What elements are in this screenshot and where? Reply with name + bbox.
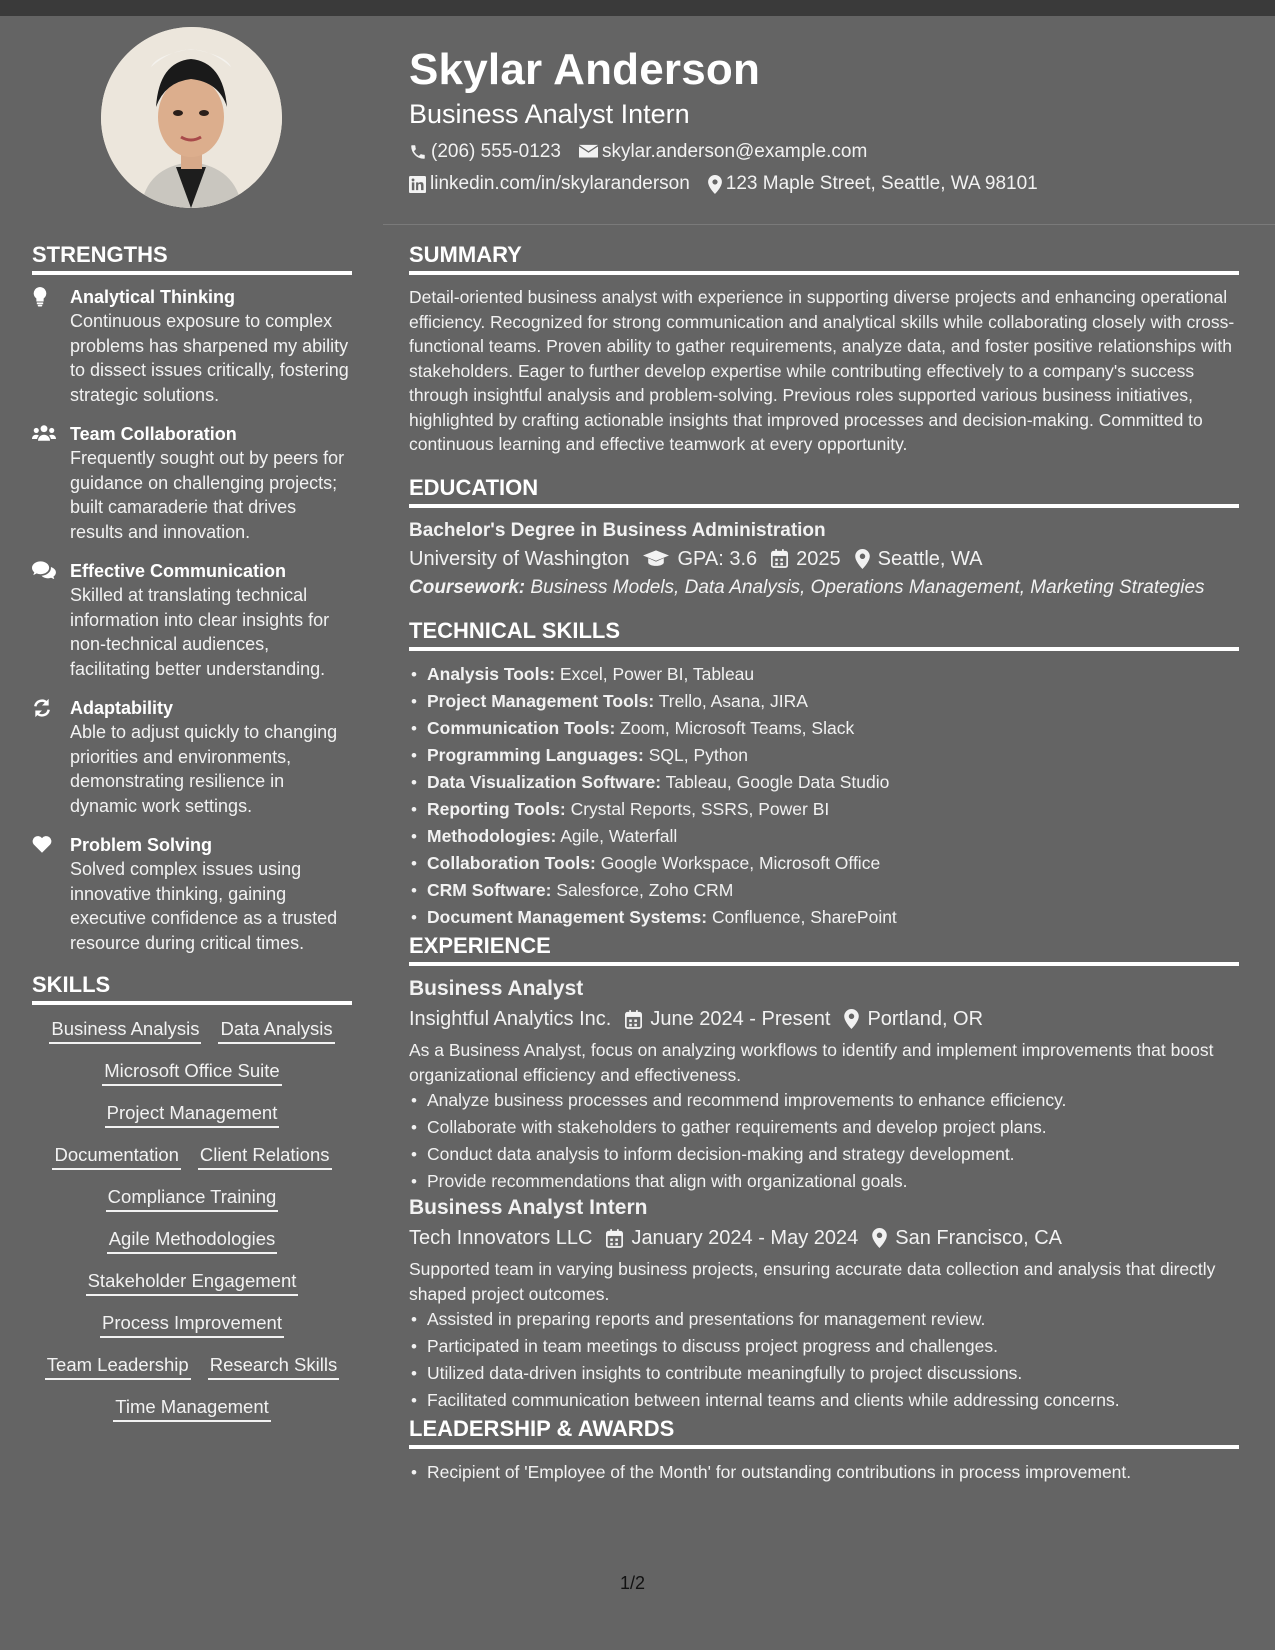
job-bullet: • Collaborate with stakeholders to gather requirements and develop project plans. (427, 1114, 1239, 1141)
profile-photo (101, 27, 282, 208)
skill-tag: Team Leadership (45, 1353, 191, 1380)
job-bullet: • Provide recommendations that align with organizational goals. (427, 1168, 1239, 1195)
leadership-list (409, 1459, 1239, 1486)
leadership-heading: LEADERSHIP & AWARDS (409, 1414, 1239, 1449)
envelope-icon (579, 144, 598, 160)
job-location (844, 1004, 983, 1034)
skill-tag: Process Improvement (100, 1311, 284, 1338)
edu-location-text: Seattle, WA (877, 547, 983, 570)
company-text: Tech Innovators LLC (409, 1227, 593, 1249)
calendar-icon (606, 1229, 623, 1248)
location-text: Portland, OR (867, 1008, 984, 1030)
skill-tag: Project Management (105, 1101, 280, 1128)
job-title: Business Analyst (409, 977, 584, 1000)
strength-item (32, 833, 352, 955)
tech-skill-label: Document Management Systems: (427, 907, 708, 927)
skill-row (32, 1269, 352, 1296)
lightbulb-icon (32, 285, 70, 407)
job-meta (409, 1004, 1239, 1034)
location-text: San Francisco, CA (895, 1227, 1062, 1249)
strength-item (32, 696, 352, 818)
skill-row (32, 1353, 352, 1380)
summary-text: Detail-oriented business analyst with experience in supporting diverse projects and enhancing operational efficiency. Recognized for strong communication and analytical skills while collaborating closely with cross-functional teams. Proven ability to gather requirements, analyze data, and foster positive relationships with stakeholders. Eager to further develop expertise while contributing effectively to a company's success through insightful analysis and problem-solving. Previous roles supported various business initiatives, highlighted by crafting actionable insights that improved processes and decision-making. Committed to continuous learning and effective teamwork at every opportunity. (409, 287, 1235, 454)
edu-location-item (855, 544, 983, 574)
address-item (708, 173, 1038, 195)
tech-skill-label: Collaboration Tools: (427, 853, 596, 873)
job-location (872, 1223, 1062, 1253)
tech-skill-item (427, 823, 1239, 850)
skill-row (32, 1017, 352, 1044)
tech-skill-item (427, 661, 1239, 688)
tech-skill-label: Methodologies: (427, 826, 557, 846)
skill-row (32, 1143, 352, 1170)
job-bullet: • Utilized data-driven insights to contribute meaningfully to project discussions. (427, 1360, 1239, 1387)
tech-skill-label: Data Visualization Software: (427, 772, 662, 792)
skill-row (32, 1101, 352, 1128)
top-bar (0, 0, 1275, 16)
tech-skill-label: CRM Software: (427, 880, 552, 900)
job-meta (409, 1223, 1239, 1253)
tech-skill-value: Salesforce, Zoho CRM (556, 880, 734, 900)
phone-text: (206) 555-0123 (431, 141, 561, 162)
linkedin-icon (409, 176, 426, 193)
job-bullets (409, 1306, 1239, 1414)
right-column (409, 240, 1239, 1486)
job-bullet: • Participated in team meetings to discuss project progress and challenges. (427, 1333, 1239, 1360)
map-marker-icon (855, 549, 870, 569)
candidate-role: Business Analyst Intern (409, 99, 690, 129)
strength-title: Team Collaboration (70, 424, 237, 444)
strength-desc: Frequently sought out by peers for guidance on challenging projects; built camaraderie that drives results and innovation. (70, 448, 345, 542)
job-bullets (409, 1087, 1239, 1195)
coursework-text: Business Models, Data Analysis, Operations Management, Marketing Strategies (530, 576, 1205, 598)
skill-row (32, 1227, 352, 1254)
strength-desc: Skilled at translating technical information into clear insights for non-technical audiences, facilitating better understanding. (70, 585, 330, 679)
calendar-icon (771, 549, 788, 568)
tech-skill-label: Project Management Tools: (427, 691, 655, 711)
job-bullet: • Assisted in preparing reports and presentations for management review. (427, 1306, 1239, 1333)
skill-tag: Client Relations (198, 1143, 332, 1170)
job-entry (409, 1193, 1239, 1414)
tech-skill-label: Reporting Tools: (427, 799, 566, 819)
tech-skill-value: Confluence, SharePoint (711, 907, 897, 927)
degree-title: Bachelor's Degree in Business Administration (409, 519, 826, 541)
education-heading: EDUCATION (409, 473, 1239, 508)
skill-row (32, 1395, 352, 1422)
left-column (32, 240, 352, 1437)
skill-tag: Research Skills (208, 1353, 340, 1380)
skills-list (32, 1017, 352, 1422)
tech-skill-item (427, 904, 1239, 931)
coursework-label: Coursework: (409, 576, 526, 598)
strength-desc: Continuous exposure to complex problems has sharpened my ability to dissect issues critically, fostering strategic solutions. (70, 311, 349, 405)
job-description: Supported team in varying business projects, ensuring accurate data collection and analysis that directly shaped project outcomes. (409, 1259, 1216, 1304)
tech-skill-item (427, 877, 1239, 904)
job-bullet: • Facilitated communication between internal teams and clients while addressing concerns. (427, 1387, 1239, 1414)
strength-title: Analytical Thinking (70, 287, 236, 307)
tech-skill-value: Agile, Waterfall (560, 826, 678, 846)
graduation-cap-icon (643, 550, 669, 568)
heart-icon (32, 833, 70, 955)
tech-skill-value: SQL, Python (648, 745, 748, 765)
skill-tag: Compliance Training (106, 1185, 279, 1212)
company-name (409, 1004, 611, 1034)
tech-skill-item (427, 742, 1239, 769)
leadership-item: • Recipient of 'Employee of the Month' for outstanding contributions in process improvement. (427, 1459, 1239, 1486)
skill-tag: Documentation (52, 1143, 180, 1170)
phone-icon (409, 143, 427, 161)
job-bullet: • Conduct data analysis to inform decision-making and strategy development. (427, 1141, 1239, 1168)
email-text[interactable]: skylar.anderson@example.com (601, 141, 868, 162)
tech-skill-value: Zoom, Microsoft Teams, Slack (620, 718, 855, 738)
strength-title: Effective Communication (70, 561, 287, 581)
calendar-icon (625, 1010, 642, 1029)
job-bullet: • Analyze business processes and recommend improvements to enhance efficiency. (427, 1087, 1239, 1114)
tech-skill-label: Programming Languages: (427, 745, 644, 765)
map-marker-icon (844, 1009, 859, 1029)
skill-tag: Time Management (113, 1395, 271, 1422)
tech-skill-item (427, 769, 1239, 796)
job-description: As a Business Analyst, focus on analyzing workflows to identify and implement improvements that boost organizational efficiency and effectiveness. (409, 1040, 1214, 1085)
sync-icon (32, 696, 70, 818)
strength-desc: Solved complex issues using innovative thinking, gaining executive confidence as a trusted resource during critical times. (70, 859, 338, 953)
job-title: Business Analyst Intern (409, 1196, 648, 1219)
tech-skill-value: Trello, Asana, JIRA (658, 691, 808, 711)
job-entry (409, 974, 1239, 1195)
summary-heading: SUMMARY (409, 240, 1239, 275)
gpa-text: GPA: 3.6 (677, 547, 758, 570)
skill-tag: Stakeholder Engagement (86, 1269, 299, 1296)
experience-heading: EXPERIENCE (409, 931, 1239, 966)
header-divider (383, 224, 1275, 225)
technical-skills-heading: TECHNICAL SKILLS (409, 616, 1239, 651)
company-name (409, 1223, 592, 1253)
address-text: 123 Maple Street, Seattle, WA 98101 (725, 173, 1038, 194)
email-item[interactable] (579, 141, 867, 163)
job-dates (606, 1223, 858, 1253)
tech-skill-item (427, 850, 1239, 877)
strengths-heading: STRENGTHS (32, 240, 352, 275)
year-item (771, 544, 841, 574)
tech-skill-item (427, 715, 1239, 742)
users-icon (32, 422, 70, 544)
map-marker-icon (708, 175, 722, 194)
tech-skill-label: Communication Tools: (427, 718, 616, 738)
tech-skill-value: Crystal Reports, SSRS, Power BI (570, 799, 830, 819)
year-text: 2025 (796, 547, 841, 570)
technical-skills-list (409, 661, 1239, 931)
candidate-name: Skylar Anderson (409, 45, 761, 94)
strength-title: Adaptability (70, 698, 174, 718)
resume-header (409, 40, 1249, 205)
skill-tag: Business Analysis (49, 1017, 201, 1044)
dates-text: January 2024 - May 2024 (631, 1227, 859, 1249)
school-text: University of Washington (409, 547, 630, 570)
skill-tag: Microsoft Office Suite (102, 1059, 281, 1086)
page-number: 1/2 (620, 1573, 646, 1593)
tech-skill-label: Analysis Tools: (427, 664, 556, 684)
tech-skill-value: Excel, Power BI, Tableau (559, 664, 755, 684)
strength-item (32, 285, 352, 407)
company-text: Insightful Analytics Inc. (409, 1008, 612, 1030)
skill-row (32, 1059, 352, 1086)
strength-item (32, 422, 352, 544)
linkedin-text[interactable]: linkedin.com/in/skylaranderson (430, 173, 690, 194)
strength-title: Problem Solving (70, 835, 213, 855)
education-meta (409, 544, 1239, 574)
contact-info (409, 141, 1249, 205)
linkedin-item[interactable] (409, 173, 690, 195)
phone-item (409, 141, 561, 163)
skill-tag: Data Analysis (218, 1017, 334, 1044)
tech-skill-item (427, 688, 1239, 715)
coursework (409, 576, 1239, 601)
strength-desc: Able to adjust quickly to changing priorities and environments, demonstrating resilience in dynamic work settings. (70, 722, 338, 816)
gpa-item (643, 544, 757, 574)
tech-skill-item (427, 796, 1239, 823)
skills-heading: SKILLS (32, 970, 352, 1005)
comments-icon (32, 559, 70, 681)
dates-text: June 2024 - Present (650, 1008, 831, 1030)
tech-skill-value: Google Workspace, Microsoft Office (600, 853, 881, 873)
strength-item (32, 559, 352, 681)
map-marker-icon (872, 1228, 887, 1248)
school-name (409, 544, 629, 574)
job-dates (625, 1004, 830, 1034)
tech-skill-value: Tableau, Google Data Studio (665, 772, 890, 792)
skill-row (32, 1185, 352, 1212)
skill-row (32, 1311, 352, 1338)
skill-tag: Agile Methodologies (107, 1227, 278, 1254)
